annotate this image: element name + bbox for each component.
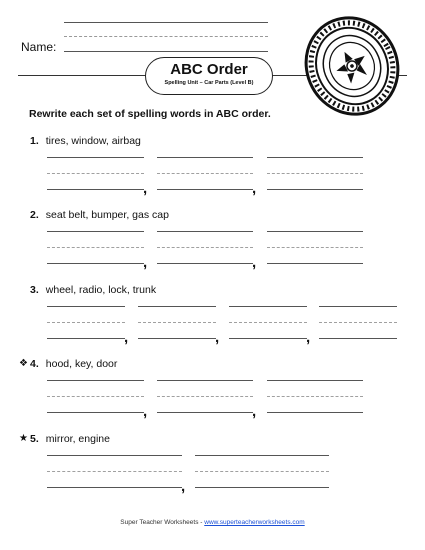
comma: , bbox=[124, 329, 129, 346]
comma: , bbox=[143, 254, 148, 271]
page-title: ABC Order bbox=[170, 61, 248, 78]
answer-slot[interactable] bbox=[47, 455, 182, 499]
problem-3-words: wheel, radio, lock, trunk bbox=[45, 284, 157, 296]
comma: , bbox=[181, 478, 186, 495]
problem-4-words: hood, key, door bbox=[45, 358, 118, 370]
problem-1-number: 1. bbox=[30, 135, 39, 147]
name-top-line bbox=[64, 22, 268, 23]
page-subtitle: Spelling Unit – Car Parts (Level B) bbox=[164, 80, 254, 86]
problem-1-prompt bbox=[30, 135, 141, 147]
problem-5-prompt bbox=[30, 433, 110, 445]
answer-slot[interactable] bbox=[47, 380, 144, 424]
answer-slot[interactable] bbox=[47, 306, 125, 350]
answer-slot[interactable] bbox=[267, 231, 363, 275]
answer-slot[interactable] bbox=[47, 157, 144, 201]
comma: , bbox=[252, 403, 257, 420]
footer-text: Super Teacher Worksheets - bbox=[120, 519, 205, 526]
name-dashed-line bbox=[64, 36, 268, 37]
answer-slot[interactable] bbox=[319, 306, 397, 350]
problem-5-number: 5. bbox=[30, 433, 39, 445]
problem-3-prompt bbox=[30, 284, 156, 296]
name-label: Name: bbox=[21, 40, 57, 54]
problem-1-words: tires, window, airbag bbox=[45, 135, 141, 147]
comma: , bbox=[252, 180, 257, 197]
answer-slot[interactable] bbox=[157, 380, 253, 424]
comma: , bbox=[252, 254, 257, 271]
answer-slot[interactable] bbox=[195, 455, 329, 499]
star-marker-icon: ★ bbox=[19, 433, 28, 444]
problem-3-number: 3. bbox=[30, 284, 39, 296]
instructions: Rewrite each set of spelling words in ABC order. bbox=[29, 108, 271, 120]
answer-slot[interactable] bbox=[267, 157, 363, 201]
answer-slot[interactable] bbox=[267, 380, 363, 424]
footer-link[interactable]: www.superteacherworksheets.com bbox=[204, 519, 305, 526]
comma: , bbox=[215, 329, 220, 346]
problem-5-words: mirror, engine bbox=[45, 433, 110, 445]
title-banner bbox=[145, 57, 273, 95]
problem-2-words: seat belt, bumper, gas cap bbox=[45, 209, 169, 221]
comma: , bbox=[306, 329, 311, 346]
answer-slot[interactable] bbox=[229, 306, 307, 350]
footer bbox=[0, 519, 425, 526]
name-write-line[interactable] bbox=[64, 51, 268, 52]
answer-slot[interactable] bbox=[47, 231, 144, 275]
problem-4-number: 4. bbox=[30, 358, 39, 370]
answer-slot[interactable] bbox=[138, 306, 216, 350]
comma: , bbox=[143, 403, 148, 420]
answer-slot[interactable] bbox=[157, 231, 253, 275]
diamond-marker-icon: ❖ bbox=[19, 358, 28, 369]
problem-2-prompt bbox=[30, 209, 169, 221]
problem-4-prompt bbox=[30, 358, 117, 370]
comma: , bbox=[143, 180, 148, 197]
problem-2-number: 2. bbox=[30, 209, 39, 221]
tire-icon bbox=[300, 14, 404, 118]
answer-slot[interactable] bbox=[157, 157, 253, 201]
